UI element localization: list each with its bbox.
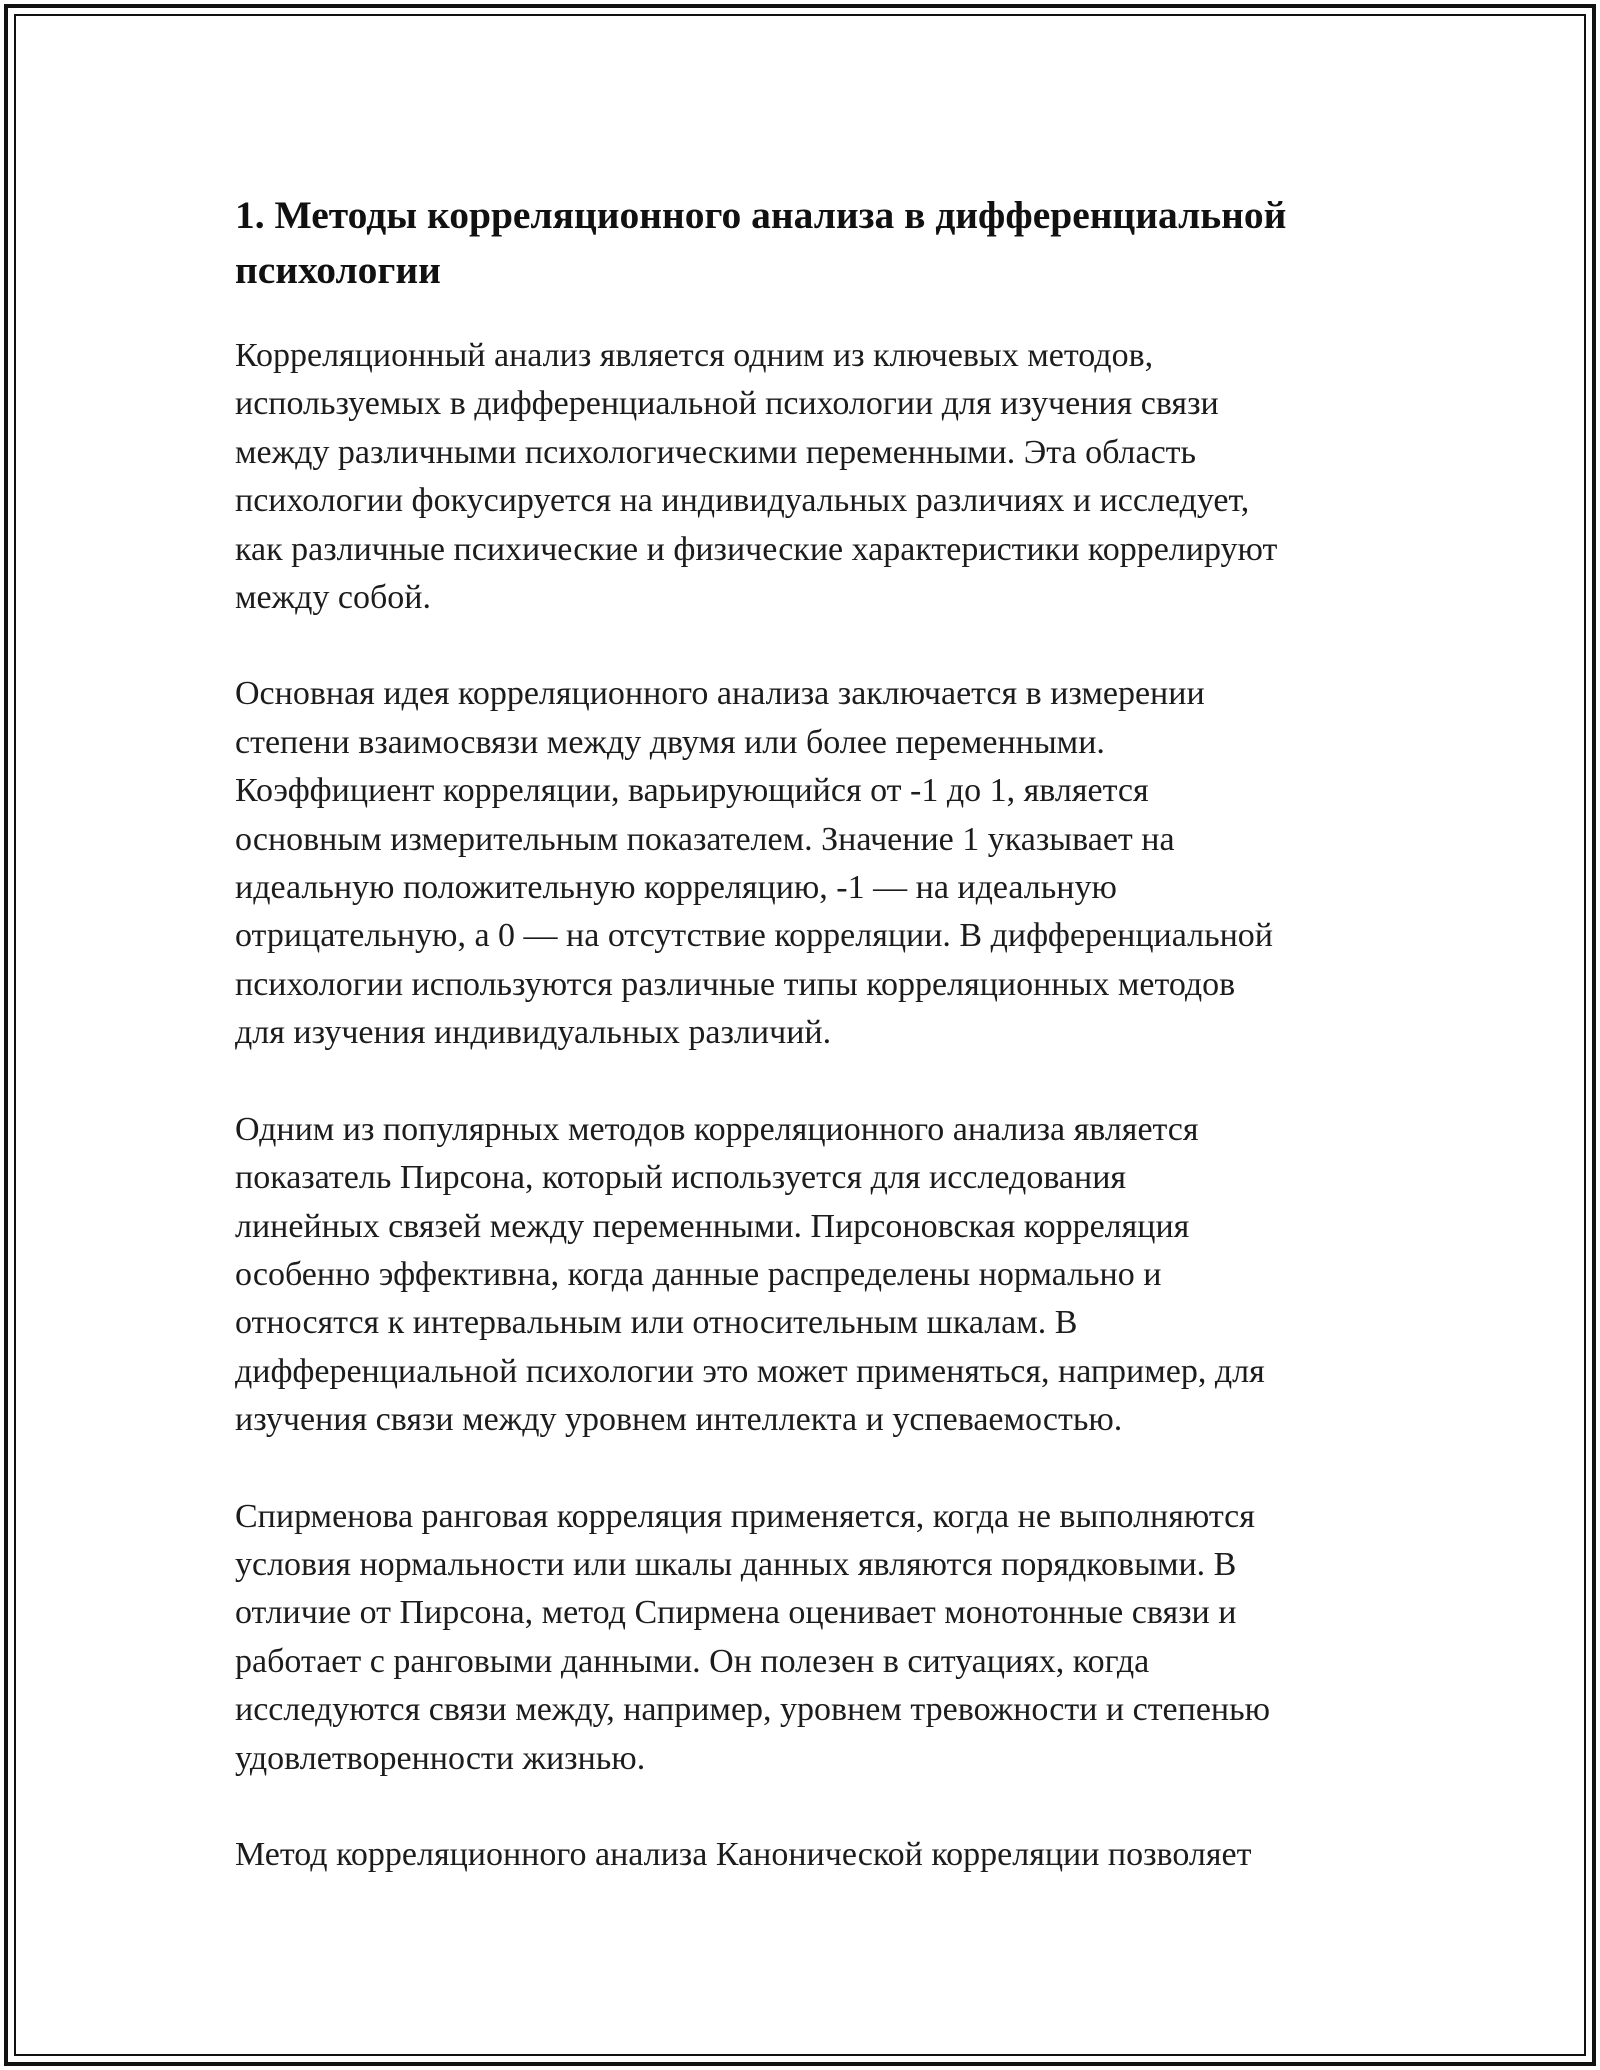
paragraph-line: Одним из популярных методов корреляционного анализа является xyxy=(235,1110,1199,1148)
paragraph-line: дифференциальной психологии это может применяться, например, для xyxy=(235,1352,1265,1390)
paragraph-line: особенно эффективна, когда данные распределены нормально и xyxy=(235,1255,1162,1293)
paragraph-line: психологии фокусируется на индивидуальных различиях и исследует, xyxy=(235,482,1250,520)
paragraph-line: Спирменова ранговая корреляция применяется, когда не выполняются xyxy=(235,1497,1255,1535)
paragraph-line: условия нормальности или шкалы данных являются порядковыми. В xyxy=(235,1545,1237,1583)
paragraph-line: между различными психологическими переменными. Эта область xyxy=(235,433,1197,471)
body-text xyxy=(235,332,1385,1879)
paragraph-line: между собой. xyxy=(235,579,431,617)
paragraph-line: отличие от Пирсона, метод Спирмена оценивает монотонные связи и xyxy=(235,1594,1237,1632)
section-heading xyxy=(235,188,1385,298)
paragraph-line: степени взаимосвязи между двумя или более переменными. xyxy=(235,723,1105,761)
paragraph-line: изучения связи между уровнем интеллекта и успеваемостью. xyxy=(235,1401,1123,1439)
paragraph-line: удовлетворенности жизнью. xyxy=(235,1739,646,1777)
paragraph-line: линейных связей между переменными. Пирсоновская корреляция xyxy=(235,1207,1190,1245)
paragraph-line: Основная идея корреляционного анализа заключается в измерении xyxy=(235,675,1205,713)
heading-line: 1. Методы корреляционного анализа в дифференциальной xyxy=(235,193,1287,237)
paragraph-line: Метод корреляционного анализа Канонической корреляции позволяет xyxy=(235,1835,1252,1873)
paragraph xyxy=(235,1831,1385,1879)
heading-line: психологии xyxy=(235,248,441,292)
paragraph-line: основным измерительным показателем. Значение 1 указывает на xyxy=(235,820,1175,858)
paragraph-line: психологии используются различные типы корреляционных методов xyxy=(235,965,1236,1003)
paragraph xyxy=(235,332,1385,622)
paragraph-line: как различные психические и физические характеристики коррелируют xyxy=(235,530,1278,568)
paragraph-line: Корреляционный анализ является одним из ключевых методов, xyxy=(235,337,1154,374)
paragraph xyxy=(235,1106,1385,1445)
paragraph xyxy=(235,670,1385,1057)
paragraph-line: для изучения индивидуальных различий. xyxy=(235,1014,832,1052)
paragraph-line: относятся к интервальным или относительным шкалам. В xyxy=(235,1304,1078,1342)
paragraph-line: отрицательную, а 0 — на отсутствие корреляции. В дифференциальной xyxy=(235,917,1273,955)
paragraph-line: используемых в дифференциальной психологии для изучения связи xyxy=(235,385,1219,423)
paragraph-line: идеальную положительную корреляцию, -1 — на идеальную xyxy=(235,869,1117,907)
paragraph-line: работает с ранговыми данными. Он полезен в ситуациях, когда xyxy=(235,1642,1150,1680)
document-page xyxy=(235,188,1385,1927)
paragraph xyxy=(235,1493,1385,1783)
paragraph-line: Коэффициент корреляции, варьирующийся от -1 до 1, является xyxy=(235,772,1149,810)
paragraph-line: исследуются связи между, например, уровнем тревожности и степенью xyxy=(235,1691,1271,1729)
paragraph-line: показатель Пирсона, который используется для исследования xyxy=(235,1159,1127,1197)
